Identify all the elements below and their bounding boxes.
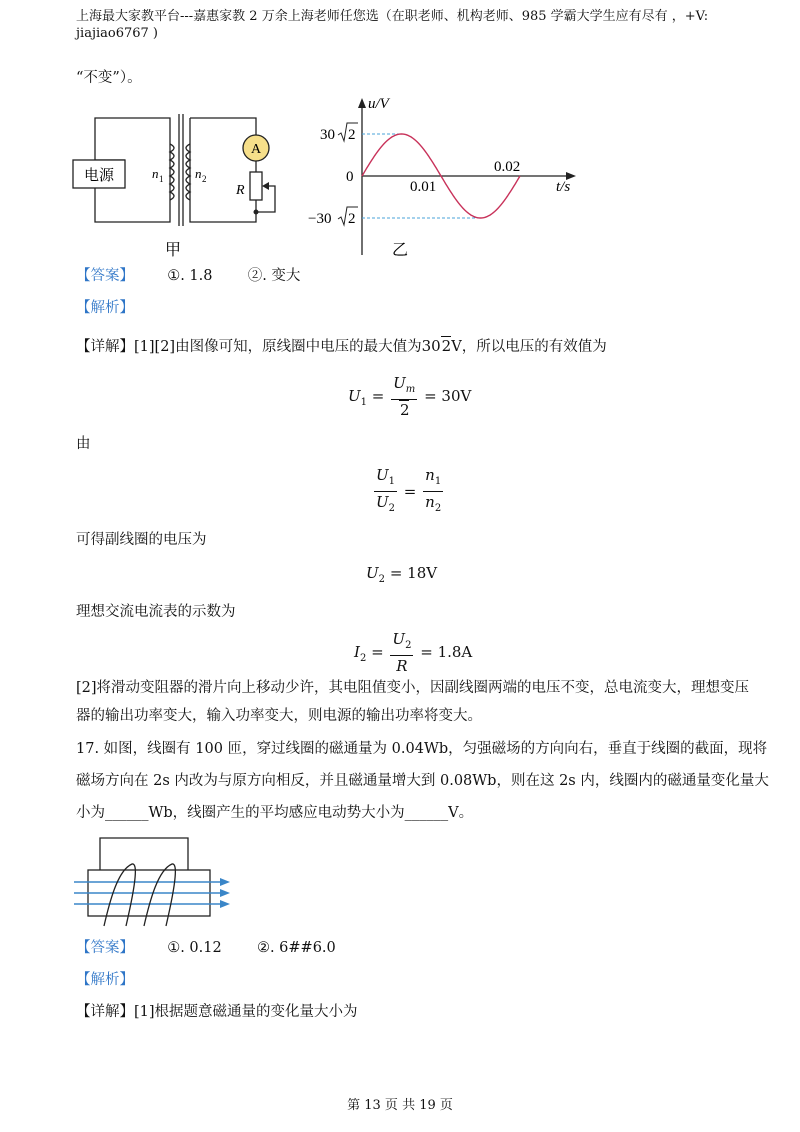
answer-1: ①. 1.8 xyxy=(167,268,213,284)
detail-max-value: 30 xyxy=(421,337,441,355)
n1-subscript: 1 xyxy=(159,174,164,184)
detail-2-line-2: 器的输出功率变大，输入功率变大，则电源的输出功率将变大。 xyxy=(76,708,482,724)
equation-u1-rhs: = 30V xyxy=(424,387,472,405)
q17-detail-line xyxy=(76,1002,358,1022)
answer-label: 【答案】 xyxy=(76,268,134,284)
equation-i2-rhs: = 1.8A xyxy=(420,643,473,661)
voltage-waveform-chart xyxy=(300,92,590,262)
page-footer: 第 13 页 共 19 页 xyxy=(347,1098,453,1113)
q17-line-3: 小为______Wb，线圈产生的平均感应电动势大小为______V。 xyxy=(76,805,474,821)
equation-u1: $U_1$ = $\frac{U_m}{2}$ = 30V xyxy=(348,374,472,419)
q16-continuation: “不变”）。 xyxy=(76,70,142,86)
page-header xyxy=(76,8,736,42)
q17-answer-row xyxy=(76,938,336,958)
svg-text:n: n xyxy=(152,166,159,181)
coil-magnetic-field-figure xyxy=(70,830,240,930)
transformer-circuit-figure xyxy=(70,110,310,260)
source-label: 电源 xyxy=(83,168,115,184)
equation-u2: $U_2 = 18V$ xyxy=(366,564,438,585)
text-you: 由 xyxy=(76,436,91,452)
detail-label: 【详解】 xyxy=(76,339,134,355)
figure-caption-yi: 乙 xyxy=(391,242,409,259)
equation-ratio: $\frac{U_1}{U_2}$ = $\frac{n_1}{n_2}$ xyxy=(376,466,442,514)
q17-line-2: 磁场方向在 2s 内改为与原方向相反，并且磁通量增大到 0.08Wb，则在这 2s 内，线圈内的磁通量变化量大 xyxy=(76,773,769,789)
slider-arrow xyxy=(262,182,269,190)
q17-detail-text: [1]根据题意磁通量的变化量大小为 xyxy=(134,1004,358,1020)
figure-caption-jia: 甲 xyxy=(164,242,182,259)
q17-line-1: 17. 如图，线圈有 100 匝，穿过线圈的磁通量为 0.04Wb，匀强磁场的方向向右，垂直于线圈的截面，现将 xyxy=(76,741,768,757)
detail-text-c: V，所以电压的有效值为 xyxy=(451,339,607,355)
y-min-label: −30 xyxy=(308,211,332,227)
y-axis-label: u/V xyxy=(368,96,389,112)
text-secondary-voltage: 可得副线圈的电压为 xyxy=(76,532,207,548)
equation-u2-rhs: = 18V xyxy=(389,564,438,582)
q17-detail-label: 【详解】 xyxy=(76,1004,134,1020)
svg-text:2: 2 xyxy=(348,211,356,227)
y-max-label: 30 xyxy=(320,127,335,143)
detail-2-line-1: [2]将滑动变阻器的滑片向上移动少许，其电阻值变小，因副线圈两端的电压不变，总电流变大，理想变压 xyxy=(76,680,750,696)
equation-i2: $I_2$ = $\frac{U_2}{R}$ = 1.8A xyxy=(354,630,473,675)
text-ammeter-reading: 理想交流电流表的示数为 xyxy=(76,604,236,620)
svg-text:n: n xyxy=(195,166,202,181)
tick-label-0.01: 0.01 xyxy=(410,179,437,195)
q17-answer-2: ②. 6##6.0 xyxy=(256,940,336,956)
q17-answer-1: ①. 0.12 xyxy=(167,940,222,956)
header-line-2: jiajiao6767 ) xyxy=(76,26,158,41)
origin-label: 0 xyxy=(346,169,354,185)
x-axis-label: t/s xyxy=(556,179,571,195)
answer-2: ②. 变大 xyxy=(247,268,301,284)
resistor-label: R xyxy=(236,183,245,198)
slider-contact-dot xyxy=(254,210,259,215)
svg-text:2: 2 xyxy=(348,127,356,143)
tick-label-0.02: 0.02 xyxy=(494,159,521,175)
n2-subscript: 2 xyxy=(202,174,207,184)
q17-analysis-label: 【解析】 xyxy=(76,972,134,988)
ammeter-label: A xyxy=(250,142,262,157)
detail-text-a: [1][2]由图像可知，原线圈中电压的最大值为 xyxy=(134,339,422,355)
header-line-1: 上海最大家教平台---嘉惠家教 2 万余上海老师任您选（在职老师、机构老师、985 学霸大学生应有尽有 ，+V: xyxy=(76,9,709,24)
q16-answer-row xyxy=(76,266,300,286)
analysis-label: 【解析】 xyxy=(76,300,134,316)
q17-answer-label: 【答案】 xyxy=(76,940,134,956)
q16-detail-line: 【详解】[1][2]由图像可知，原线圈中电压的最大值为302V，所以电压的有效值为 xyxy=(76,337,607,355)
